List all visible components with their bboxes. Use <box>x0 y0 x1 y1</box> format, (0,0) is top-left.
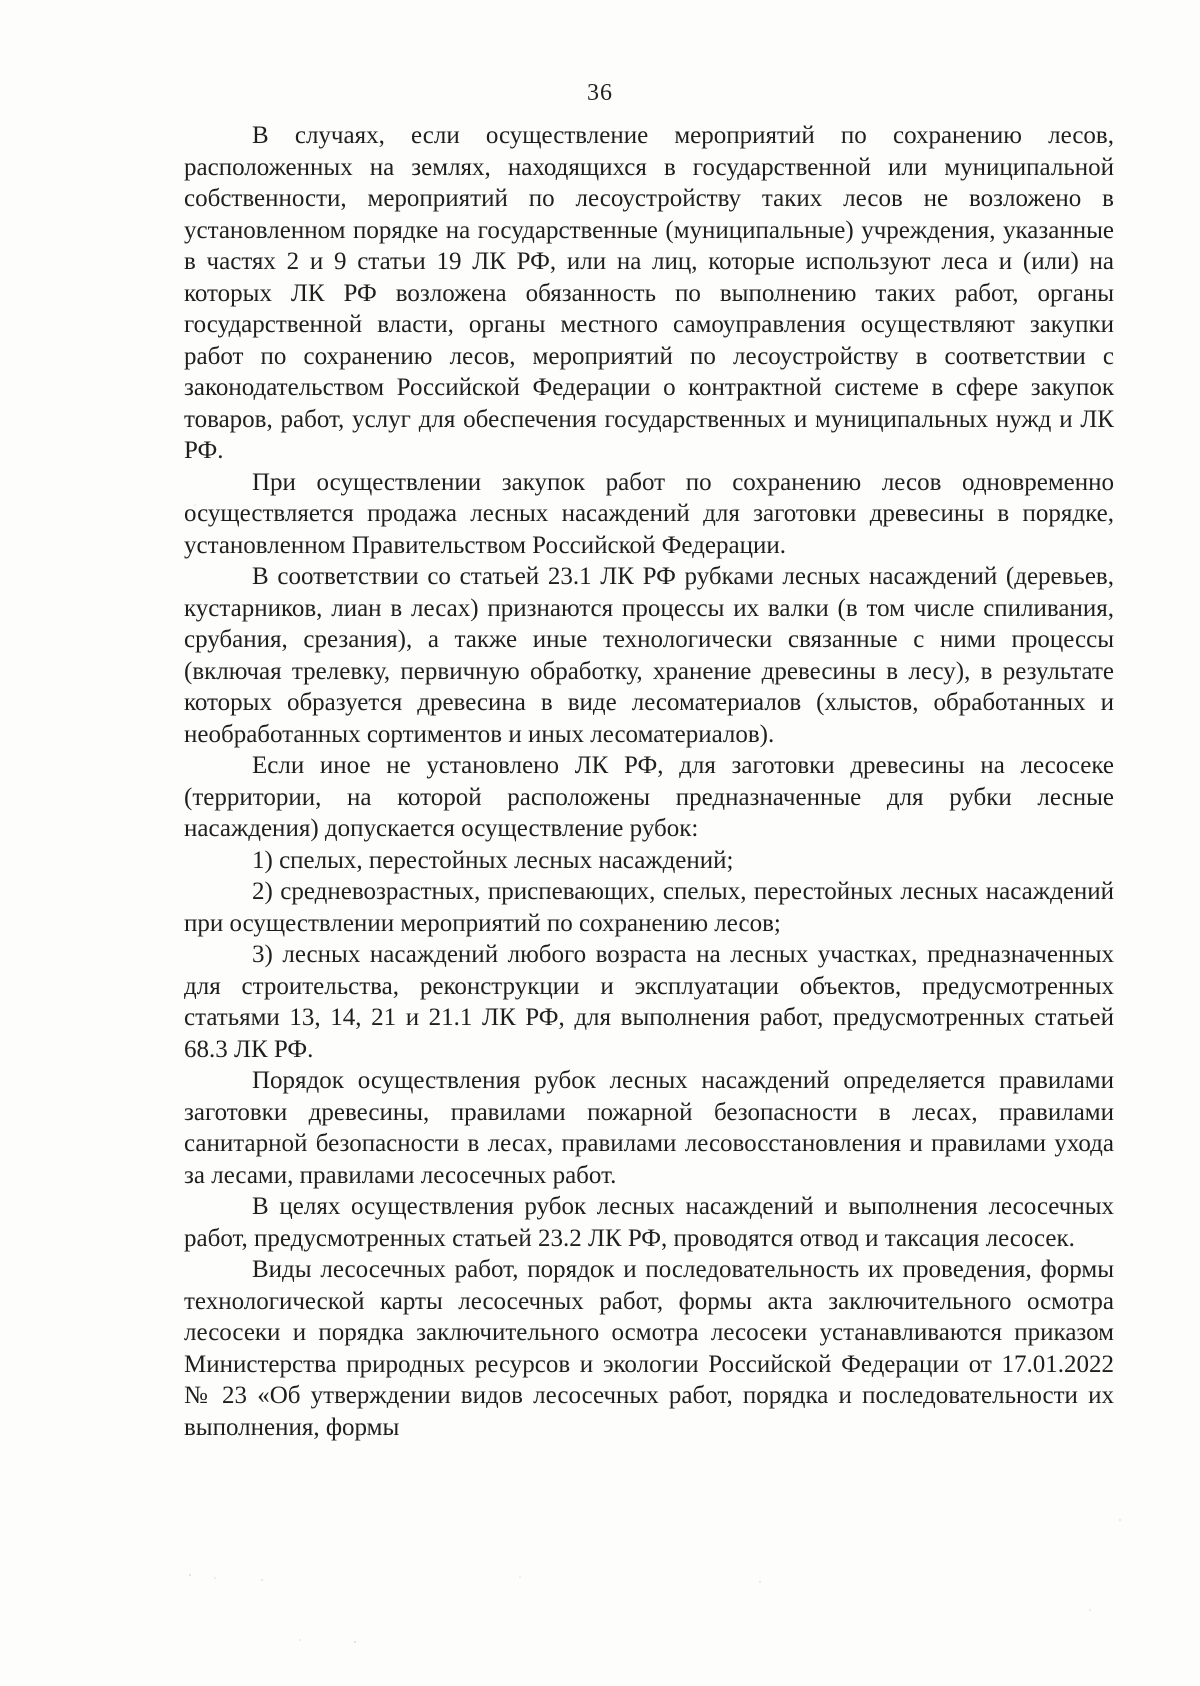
paragraph-logging-work-types: Виды лесосечных работ, порядок и последовательность их проведения, формы технологической карты лесосечных работ, формы акта заключительного осмотра лесосеки и порядка заключительного осмотра лесосеки устанавливаются приказом Министерства природных ресурсов и экологии Российской Федерации от 17.01.2022 № 23 «Об утверждении видов лесосечных работ, порядка и последовательности их выполнения, формы <box>184 1256 1114 1441</box>
list-item-3: 3) лесных насаждений любого возраста на лесных участках, предназначенных для строительства, реконструкции и эксплуатации объектов, предусмотренных статьями 13, 14, 21 и 21.1 ЛК РФ, для выполнения работ, предусмотренных статьей 68.3 ЛК РФ. <box>184 941 1114 1063</box>
paragraph-felling-allowed: Если иное не установлено ЛК РФ, для заготовки древесины на лесосеке (территории, на которой расположены предназначенные для рубки лесные насаждения) допускается осуществление рубок: <box>184 752 1114 842</box>
document-body <box>184 120 1114 1443</box>
paragraph-felling-definition: В соответствии со статьей 23.1 ЛК РФ рубками лесных насаждений (деревьев, кустарников, лиан в лесах) признаются процессы их валки (в том числе спиливания, срубания, срезания), а также иные технологически связанные с ними процессы (включая трелевку, первичную обработку, хранение древесины в лесу), в результате которых образуется древесина в виде лесоматериалов (хлыстов, обработанных и необработанных сортиментов и иных лесоматериалов). <box>184 563 1114 748</box>
paragraph-sale-of-plantings: При осуществлении закупок работ по сохранению лесов одновременно осуществляется продажа лесных насаждений для заготовки древесины в порядке, установленном Правительством Российской Федерации. <box>184 468 1114 559</box>
paragraph-allotment-taxation: В целях осуществления рубок лесных насаждений и выполнения лесосечных работ, предусмотренных статьей 23.2 ЛК РФ, проводятся отвод и таксация лесосек. <box>184 1193 1114 1252</box>
page-number: 36 <box>587 80 613 106</box>
list-item-2: 2) средневозрастных, приспевающих, спелых, перестойных лесных насаждений при осуществлении мероприятий по сохранению лесов; <box>184 878 1114 937</box>
list-item-1: 1) спелых, перестойных лесных насаждений; <box>252 846 734 874</box>
paragraph-felling-rules: Порядок осуществления рубок лесных насаждений определяется правилами заготовки древесины, правилами пожарной безопасности в лесах, правилами санитарной безопасности в лесах, правилами лесовосстановления и правилами ухода за лесами, правилами лесосечных работ. <box>184 1067 1114 1189</box>
paragraph-procurement-cases: В случаях, если осуществление мероприятий по сохранению лесов, расположенных на землях, находящихся в государственной или муниципальной собственности, мероприятий по лесоустройству таких лесов не возложено в установленном порядке на государственные (муниципальные) учреждения, указанные в частях 2 и 9 статьи 19 ЛК РФ, или на лиц, которые используют леса и (или) на которых ЛК РФ возложена обязанность по выполнению таких работ, органы государственной власти, органы местного самоуправления осуществляют закупки работ по сохранению лесов, мероприятий по лесоустройству в соответствии с законодательством Российской Федерации о контрактной системе в сфере закупок товаров, работ, услуг для обеспечения государственных и муниципальных нужд и ЛК РФ. <box>184 122 1114 464</box>
